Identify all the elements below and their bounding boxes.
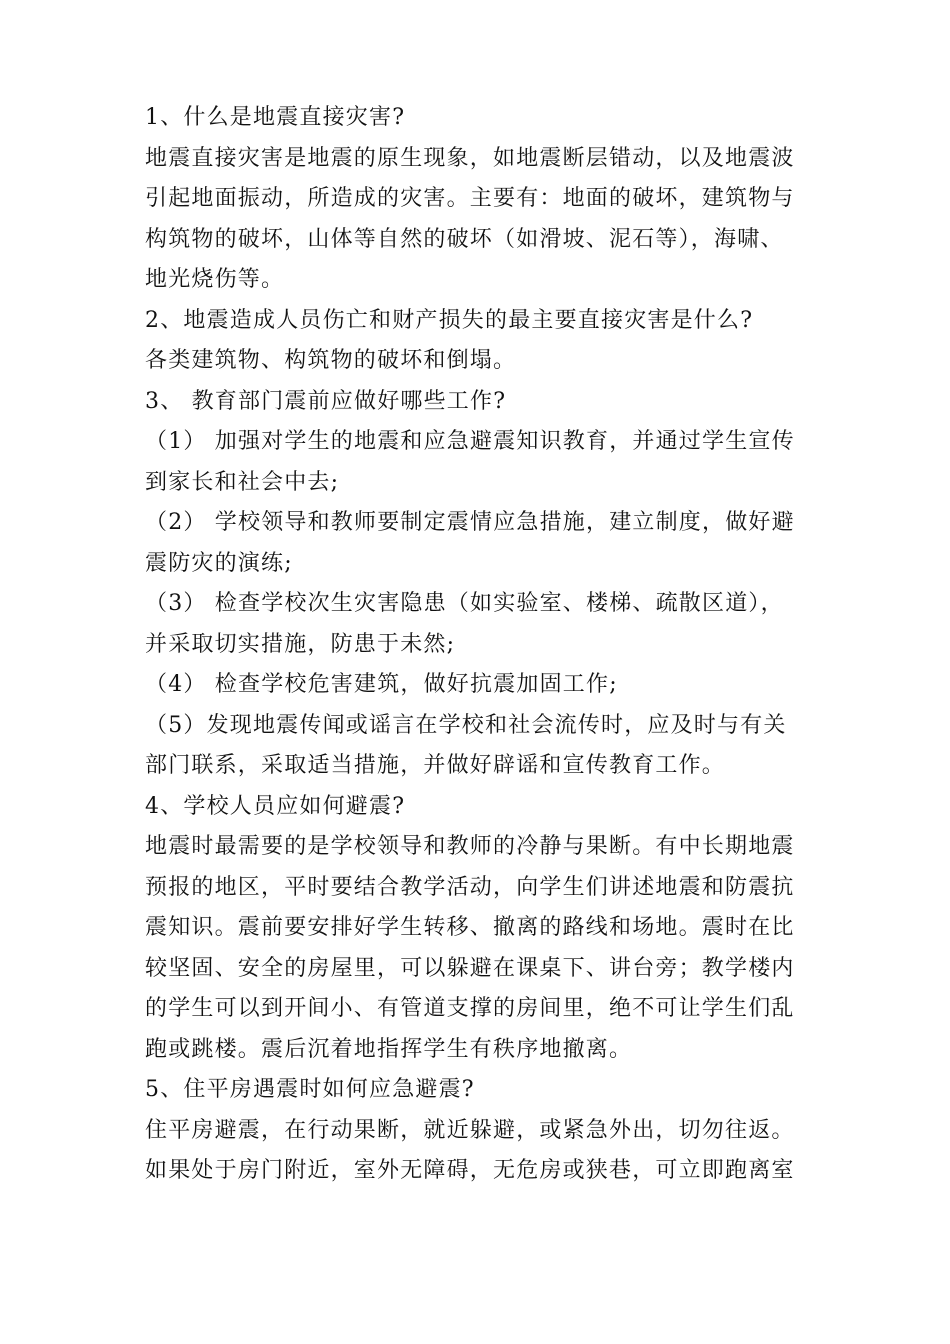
question-3: 3、 教育部门震前应做好哪些工作? xyxy=(145,388,507,414)
answer-5-line-2: 如果处于房门附近，室外无障碍，无危房或狭巷，可立即跑离室 xyxy=(145,1158,795,1183)
answer-3-item-2-line-1: （2） 学校领导和教师要制定震情应急措施，建立制度，做好避 xyxy=(145,510,795,535)
answer-3-item-3-line-2: 并采取切实措施，防患于未然; xyxy=(145,631,456,657)
answer-3-item-5-line-1: （5）发现地震传闻或谣言在学校和社会流传时，应及时与有关 xyxy=(145,712,787,738)
answer-3-item-1-line-2: 到家长和社会中去; xyxy=(145,469,340,495)
answer-3-item-5-line-2: 部门联系，采取适当措施，并做好辟谣和宣传教育工作。 xyxy=(145,753,726,778)
answer-4-line-3: 震知识。震前要安排好学生转移、撤离的路线和场地。震时在比 xyxy=(145,915,795,940)
answer-2-line-1: 各类建筑物、构筑物的破坏和倒塌。 xyxy=(145,348,517,373)
question-4: 4、学校人员应如何避震? xyxy=(145,793,406,819)
answer-3-item-4-line-1: （4） 检查学校危害建筑，做好抗震加固工作; xyxy=(145,672,618,697)
answer-4-line-4: 较坚固、安全的房屋里，可以躲避在课桌下、讲台旁；教学楼内 xyxy=(145,955,795,981)
question-2: 2、地震造成人员伤亡和财产损失的最主要直接灾害是什么? xyxy=(145,307,754,333)
answer-4-line-6: 跑或跳楼。震后沉着地指挥学生有秩序地撤离。 xyxy=(145,1036,633,1062)
question-5: 5、住平房遇震时如何应急避震? xyxy=(145,1077,475,1102)
answer-4-line-2: 预报的地区，平时要结合教学活动，向学生们讲述地震和防震抗 xyxy=(145,874,795,900)
question-1: 1、什么是地震直接灾害? xyxy=(145,105,406,130)
answer-4-line-5: 的学生可以到开间小、有管道支撑的房间里，绝不可让学生们乱 xyxy=(145,996,795,1021)
answer-1-line-2: 引起地面振动，所造成的灾害。主要有：地面的破坏，建筑物与 xyxy=(145,186,795,211)
document-page xyxy=(145,98,825,1192)
answer-3-item-2-line-2: 震防灾的演练; xyxy=(145,550,293,576)
answer-3-item-1-line-1: （1） 加强对学生的地震和应急避震知识教育，并通过学生宣传 xyxy=(145,429,795,454)
answer-1-line-1: 地震直接灾害是地震的原生现象，如地震断层错动，以及地震波 xyxy=(145,145,795,171)
answer-1-line-3: 构筑物的破坏，山体等自然的破坏（如滑坡、泥石等），海啸、 xyxy=(145,226,784,252)
answer-4-line-1: 地震时最需要的是学校领导和教师的冷静与果断。有中长期地震 xyxy=(145,834,795,859)
answer-3-item-3-line-1: （3） 检查学校次生灾害隐患（如实验室、楼梯、疏散区道）， xyxy=(145,591,784,616)
answer-1-line-4: 地光烧伤等。 xyxy=(145,267,285,292)
answer-5-line-1: 住平房避震，在行动果断，就近躲避，或紧急外出，切勿往返。 xyxy=(145,1117,795,1143)
